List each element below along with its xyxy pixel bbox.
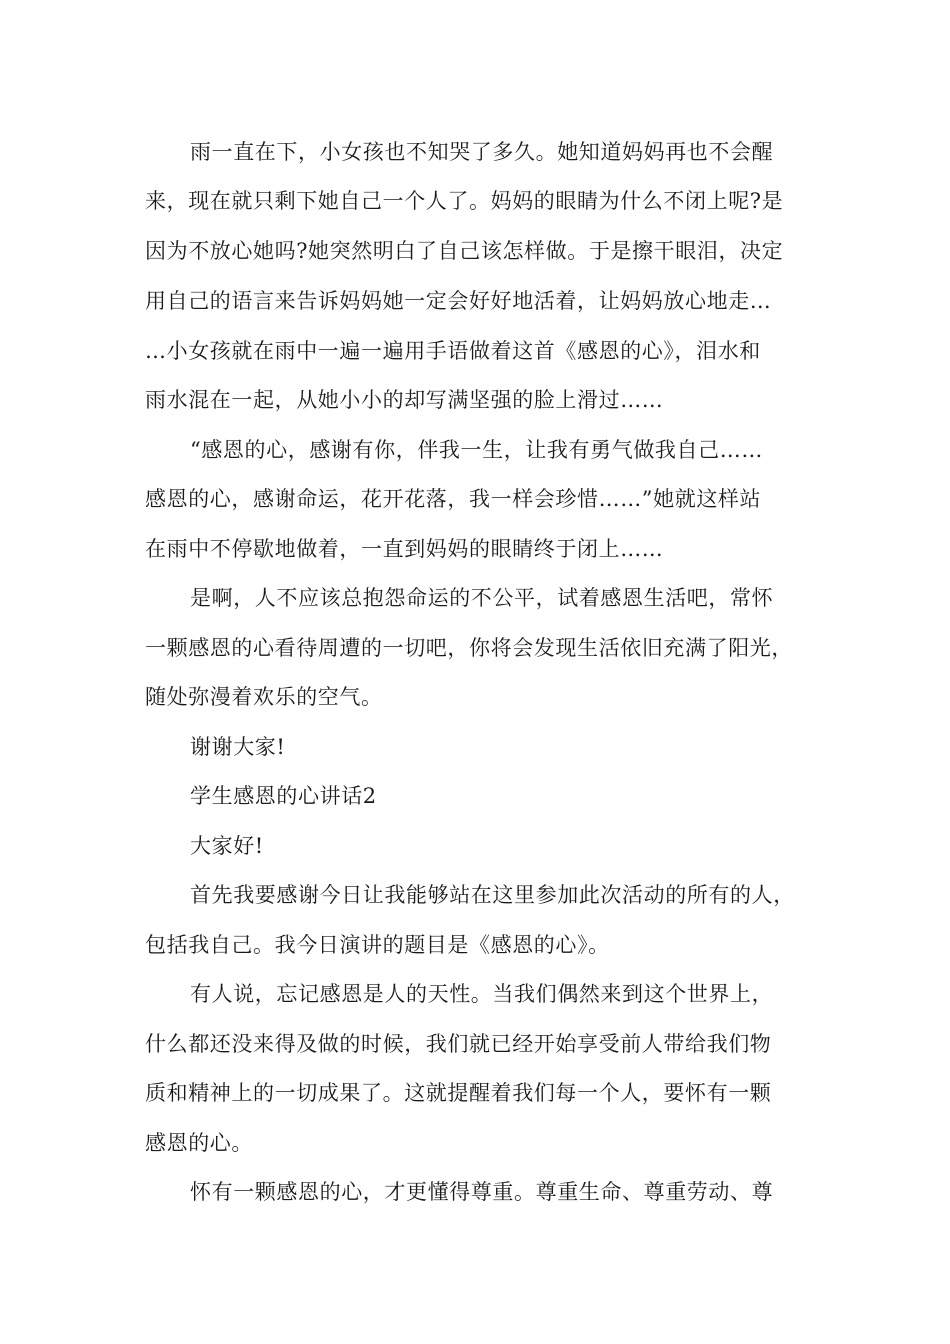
- paragraph-line: 首先我要感谢今日让我能够站在这里参加此次活动的所有的人，: [190, 883, 795, 907]
- paragraph-line: 是啊，人不应该总抱怨命运的不公平，试着感恩生活吧，常怀: [190, 586, 774, 610]
- paragraph-line: 用自己的语言来告诉妈妈她一定会好好地活着，让妈妈放心地走…: [145, 289, 772, 313]
- paragraph-line: 质和精神上的一切成果了。这就提醒着我们每一个人，要怀有一颗: [145, 1081, 772, 1105]
- paragraph-line: 有人说，忘记感恩是人的天性。当我们偶然来到这个世界上，: [190, 982, 774, 1006]
- paragraph-line: 一颗感恩的心看待周遭的一切吧，你将会发现生活依旧充满了阳光，: [145, 636, 793, 660]
- section-title: 学生感恩的心讲话2: [190, 784, 377, 808]
- paragraph-line: 什么都还没来得及做的时候，我们就已经开始享受前人带给我们物: [145, 1032, 772, 1056]
- paragraph-line: 雨水混在一起，从她小小的却写满坚强的脸上滑过……: [145, 388, 664, 412]
- paragraph-line: 感恩的心。: [145, 1131, 253, 1155]
- paragraph-line: 来，现在就只剩下她自己一个人了。妈妈的眼睛为什么不闭上呢?是: [145, 189, 784, 213]
- paragraph-line: 感恩的心，感谢命运，花开花落，我一样会珍惜……”她就这样站: [145, 487, 762, 511]
- paragraph-line: “感恩的心，感谢有你，伴我一生，让我有勇气做我自己……: [190, 438, 763, 462]
- greeting-line: 大家好!: [190, 834, 264, 858]
- closing-line: 谢谢大家!: [190, 735, 286, 759]
- paragraph-line: 包括我自己。我今日演讲的题目是《感恩的心》。: [145, 933, 610, 957]
- paragraph-line: 因为不放心她吗?她突然明白了自己该怎样做。于是擦干眼泪，决定: [145, 239, 784, 263]
- paragraph-line: 怀有一颗感恩的心，才更懂得尊重。尊重生命、尊重劳动、尊: [190, 1180, 774, 1204]
- paragraph-line: …小女孩就在雨中一遍一遍用手语做着这首《感恩的心》，泪水和: [145, 339, 761, 363]
- paragraph-line: 在雨中不停歇地做着，一直到妈妈的眼睛终于闭上……: [145, 537, 664, 561]
- paragraph-line: 随处弥漫着欢乐的空气。: [145, 685, 383, 709]
- paragraph-line: 雨一直在下，小女孩也不知哭了多久。她知道妈妈再也不会醒: [190, 140, 774, 164]
